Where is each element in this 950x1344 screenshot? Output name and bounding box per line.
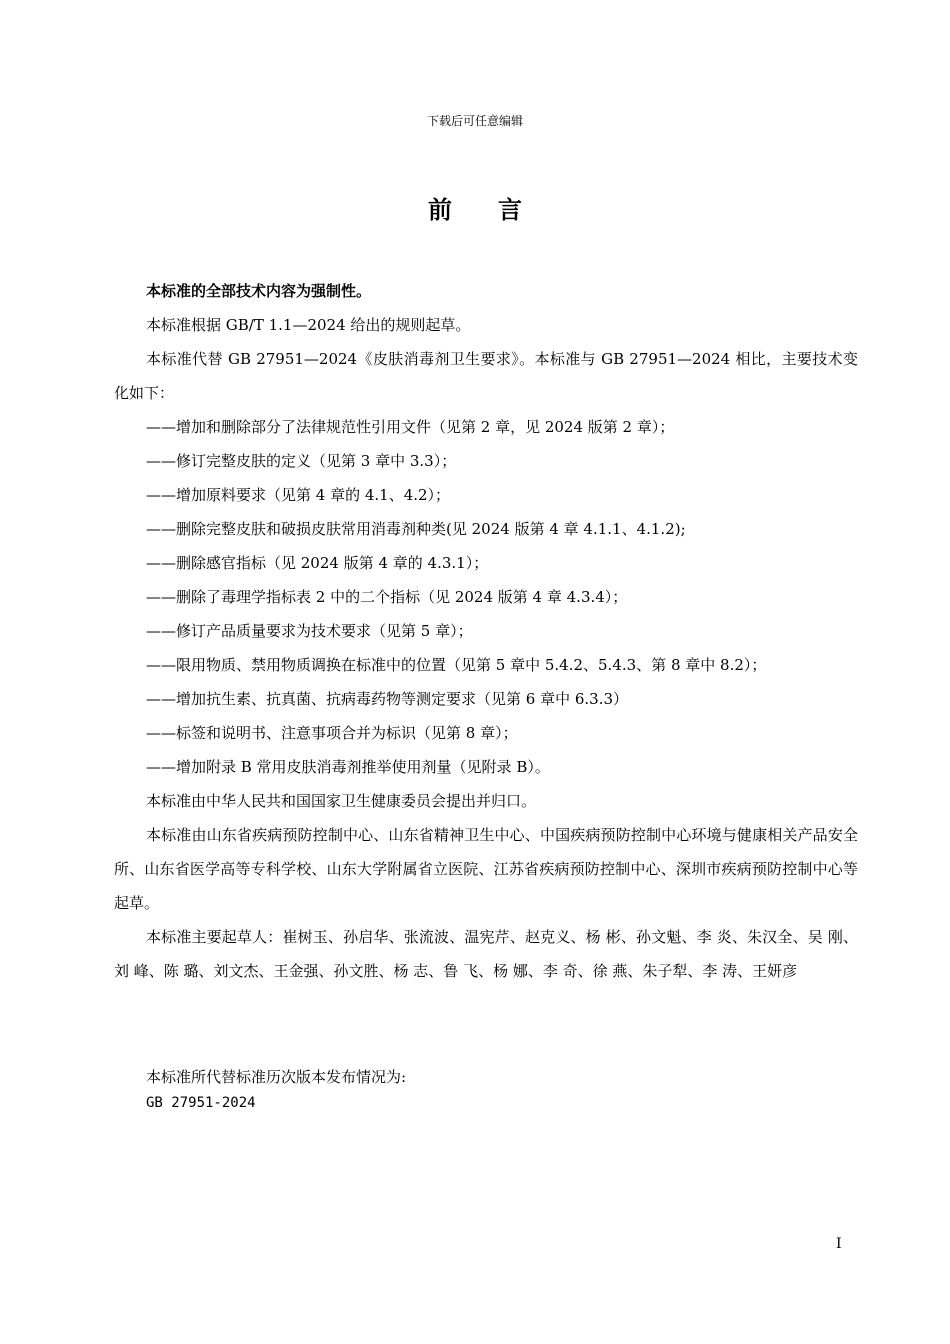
replacement-statement: 本标准代替 GB 27951—2024《皮肤消毒剂卫生要求》。本标准与 GB 27951—2024 相比，主要技术变化如下： <box>114 350 858 402</box>
change-item: ——修订完整皮肤的定义（见第 3 章中 3.3）； <box>146 452 457 470</box>
change-item: ——删除完整皮肤和破损皮肤常用消毒剂种类(见 2024 版第 4 章 4.1.1、4.1.2); <box>146 520 686 538</box>
change-item: ——增加和删除部分了法律规范性引用文件（见第 2 章，见 2024 版第 2 章）； <box>146 418 675 436</box>
drafters-statement: 本标准主要起草人：崔树玉、孙启华、张流波、温宪芹、赵克义、杨 彬、孙文魁、李 炎、朱汉全、吴 刚、刘 峰、陈 璐、刘文杰、王金强、孙文胜、杨 志、鲁 飞、杨 娜、李 奇、徐 燕、朱子犁、李 涛、王妍彦 <box>114 928 858 980</box>
change-item: ——修订产品质量要求为技术要求（见第 5 章）； <box>146 622 473 640</box>
changes-list <box>114 410 858 784</box>
page-number: I <box>836 1236 842 1252</box>
version-history-item: GB 27951-2024 <box>146 1095 256 1111</box>
foreword-body <box>114 274 858 988</box>
change-item: ——增加抗生素、抗真菌、抗病毒药物等测定要求（见第 6 章中 6.3.3） <box>146 690 629 708</box>
change-item: ——限用物质、禁用物质调换在标准中的位置（见第 5 章中 5.4.2、5.4.3、第 8 章中 8.2）； <box>146 656 767 674</box>
mandatory-statement: 本标准的全部技术内容为强制性。 <box>146 282 372 300</box>
proposer-statement: 本标准由中华人民共和国国家卫生健康委员会提出并归口。 <box>146 792 537 810</box>
drafting-units-statement: 本标准由山东省疾病预防控制中心、山东省精神卫生中心、中国疾病预防控制中心环境与健康相关产品安全所、山东省医学高等专科学校、山东大学附属省立医院、江苏省疾病预防控制中心、深圳市疾病预防控制中心等起草。 <box>114 826 858 912</box>
change-item: ——标签和说明书、注意事项合并为标识（见第 8 章）； <box>146 724 518 742</box>
version-history-label: 本标准所代替标准历次版本发布情况为: <box>146 1068 407 1086</box>
page-title: 前言 <box>428 195 568 224</box>
version-history <box>146 1064 406 1116</box>
drafting-rule-statement: 本标准根据 GB/T 1.1—2024 给出的规则起草。 <box>146 316 471 334</box>
change-item: ——删除了毒理学指标表 2 中的二个指标（见 2024 版第 4 章 4.3.4）； <box>146 588 628 606</box>
change-item: ——增加原料要求（见第 4 章的 4.1、4.2）； <box>146 486 451 504</box>
change-item: ——增加附录 B 常用皮肤消毒剂推举使用剂量（见附录 B）。 <box>146 758 550 776</box>
header-note: 下载后可任意编辑 <box>426 114 523 128</box>
change-item: ——删除感官指标（见 2024 版第 4 章的 4.3.1）； <box>146 554 489 572</box>
